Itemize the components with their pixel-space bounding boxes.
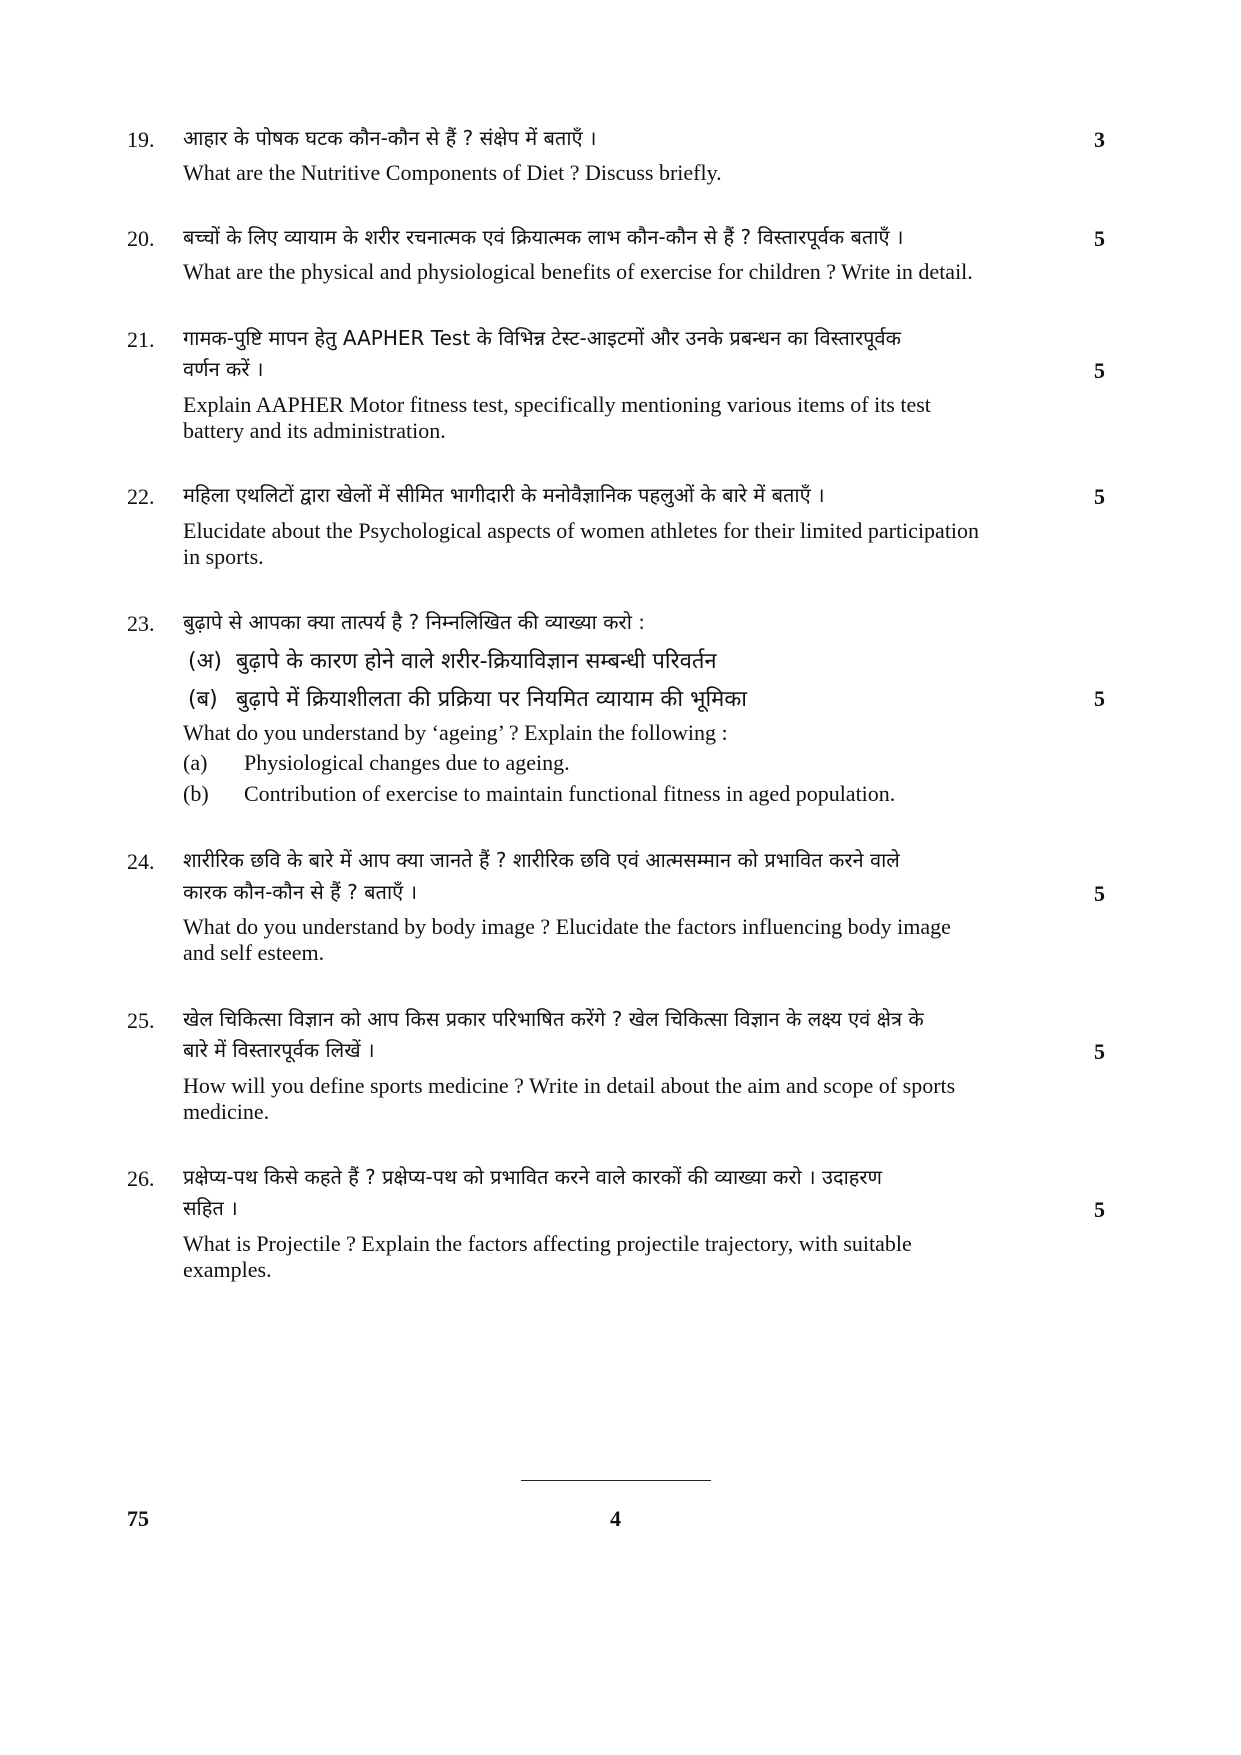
question-english-line: What is Projectile ? Explain the factors affecting projectile trajectory, with suitable (183, 1231, 912, 1256)
question-number: 21. (127, 327, 155, 352)
question-english-line: battery and its administration. (183, 418, 446, 443)
question-marks: 5 (1094, 686, 1105, 711)
end-rule (521, 1480, 711, 1481)
question-marks: 5 (1094, 226, 1105, 251)
question-number: 22. (127, 484, 155, 509)
question-hindi-line: कारक कौन-कौन से हैं ? बताएँ । (183, 880, 418, 904)
question-hindi-line: खेल चिकित्सा विज्ञान को आप किस प्रकार परिभाषित करेंगे ? खेल चिकित्सा विज्ञान के लक्ष्य एवं क्षेत्र के (183, 1007, 924, 1031)
subpart-label: (ब) (188, 687, 218, 712)
page-number: 4 (610, 1506, 621, 1531)
question-english-line: examples. (183, 1257, 272, 1282)
question-number: 23. (127, 611, 155, 636)
subpart-label: (a) (183, 750, 208, 775)
subpart-label: (अ) (188, 649, 222, 674)
question-english-line: What do you understand by ‘ageing’ ? Explain the following : (183, 720, 728, 745)
question-english-line: What are the Nutritive Components of Diet ? Discuss briefly. (183, 160, 722, 185)
question-number: 25. (127, 1008, 155, 1033)
question-hindi-line: सहित । (183, 1196, 238, 1220)
question-number: 26. (127, 1166, 155, 1191)
question-english-line: Elucidate about the Psychological aspects of women athletes for their limited participation (183, 518, 980, 543)
question-hindi-line: बारे में विस्तारपूर्वक लिखें । (183, 1038, 375, 1062)
question-english-line: Explain AAPHER Motor fitness test, specifically mentioning various items of its test (183, 392, 931, 417)
question-hindi-line: महिला एथलिटों द्वारा खेलों में सीमित भागीदारी के मनोवैज्ञानिक पहलुओं के बारे में बताएँ । (183, 483, 825, 507)
question-hindi-line: शारीरिक छवि के बारे में आप क्या जानते हैं ? शारीरिक छवि एवं आत्मसम्मान को प्रभावित करने वाले (183, 848, 900, 872)
question-number: 19. (127, 127, 155, 152)
question-marks: 5 (1094, 1197, 1105, 1222)
question-english-line: What are the physical and physiological benefits of exercise for children ? Write in detail. (183, 259, 973, 284)
paper-code: 75 (127, 1506, 149, 1531)
question-marks: 5 (1094, 358, 1105, 383)
question-english-line: and self esteem. (183, 940, 325, 965)
question-hindi-line: बच्चों के लिए व्यायाम के शरीर रचनात्मक एवं क्रियात्मक लाभ कौन-कौन से हैं ? विस्तारपूर्वक बताएँ । (183, 225, 904, 249)
question-number: 24. (127, 849, 155, 874)
question-marks: 5 (1094, 881, 1105, 906)
question-english-line: medicine. (183, 1099, 270, 1124)
question-english-line: How will you define sports medicine ? Write in detail about the aim and scope of sports (183, 1073, 956, 1098)
question-marks: 5 (1094, 484, 1105, 509)
subpart-text: Physiological changes due to ageing. (244, 750, 570, 775)
question-number: 20. (127, 226, 155, 251)
question-hindi-line: प्रक्षेप्य-पथ किसे कहते हैं ? प्रक्षेप्य-पथ को प्रभावित करने वाले कारकों की व्याख्या करो । उदाहरण (183, 1165, 883, 1189)
question-english-line: What do you understand by body image ? Elucidate the factors influencing body image (183, 914, 951, 939)
question-marks: 3 (1094, 127, 1105, 152)
question-english-line: in sports. (183, 544, 264, 569)
subpart-text: बुढ़ापे के कारण होने वाले शरीर-क्रियाविज्ञान सम्बन्धी परिवर्तन (236, 649, 717, 674)
question-hindi-line: गामक-पुष्टि मापन हेतु AAPHER Test के विभिन्न टेस्ट-आइटमों और उनके प्रबन्धन का विस्तारपूर्वक (183, 326, 901, 350)
question-hindi-line: वर्णन करें । (183, 357, 264, 381)
subpart-text: बुढ़ापे में क्रियाशीलता की प्रक्रिया पर नियमित व्यायाम की भूमिका (236, 687, 747, 712)
question-hindi-line: आहार के पोषक घटक कौन-कौन से हैं ? संक्षेप में बताएँ । (183, 126, 597, 150)
question-hindi-line: बुढ़ापे से आपका क्या तात्पर्य है ? निम्नलिखित की व्याख्या करो : (183, 610, 645, 634)
subpart-label: (b) (183, 781, 209, 806)
question-marks: 5 (1094, 1039, 1105, 1064)
subpart-text: Contribution of exercise to maintain functional fitness in aged population. (244, 781, 896, 806)
